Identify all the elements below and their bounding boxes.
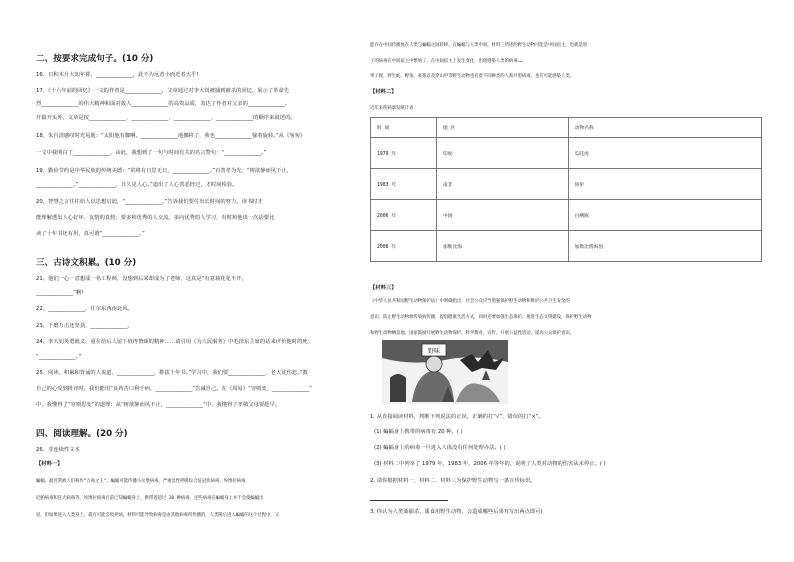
question-1: 1. 从直接阅读材料，判断下列说法的正误，正确的打“√”，错误的打“×”。 (370, 414, 544, 420)
table-cell: 印度 (436, 138, 568, 169)
material-1-label: 【材料一】 (36, 461, 63, 467)
material-2-label: 【材料二】 (370, 89, 397, 95)
table-cell: 1983 年 (371, 169, 437, 200)
wildlife-cartoon-illustration (382, 340, 508, 404)
question-17-line-1: 17、《十六年前的回忆》一文的作者是______________，文章通过对李大钊被捕到被杀的回忆，展示了革命先 (36, 88, 290, 94)
material-1-line-2: 尼帕病毒和狂犬病毒等，埃博拉病毒目前已知蝙蝠身上，携带着超过 20 种病毒，还些病毒在蝙蝠身上并不会使蝙蝠出 (36, 496, 264, 501)
section-3-title: 三、古诗文积累。(10 分) (36, 258, 137, 268)
question-24-line-2: “______________。” (36, 354, 82, 360)
table-cell: 2008 年 (371, 231, 437, 262)
question-21-line-1: 21、他们一心一意想成一名工程师，没想到后来却成为了老师，这真是“有意栽花花不开， (36, 276, 247, 282)
question-2: 2. 请你根据材料一、材料二、材料三为保护野生动物写一条宣传标语。 (370, 478, 536, 484)
header-cell: 时 间 (371, 118, 437, 138)
table-cell: 1979 年 (371, 138, 437, 169)
question-3: 3. 你认为人类滥捕杀、滥食用野生动物，会造成哪些后果?(写出两点即可) (370, 509, 543, 515)
question-19-line-2: ______________。”______________，日久见人心。”道出了人心善恶经过，才时间检验。 (36, 182, 238, 188)
table-cell: 2006 年 (371, 200, 437, 231)
table-cell: 白鳍豚 (568, 200, 761, 231)
answer-line (370, 500, 448, 501)
question-17-line-2: 烈______________的伟大精神和面对敌人______________的高贵品质，表达了作者对父亲的______________。 (36, 101, 291, 107)
material-1-line-3: 显，但如果进入人类身上，就有可能会致死病。材料可能导致病毒是由其他病毒所传播的，人类随后进入蝙蝠的这个过程中，又 (36, 513, 280, 518)
question-25-line-3: 中，我懂得了“穷则思变”的道理；从“树欲静而风不止，______________”中，我懂得了孝敬父母要趁早。 (36, 402, 281, 408)
table-title: 近年来疾病暴发统计表 (370, 106, 414, 111)
question-26: 26、非连续性文本 (36, 447, 80, 453)
material-3-line-3: 和野生动物栖息地。国家鼓励开展野生动物保护，科学教育、宣传，开展公益性活动，提高公众保护意识。 (370, 331, 575, 336)
cartoon-animal-silhouette (390, 374, 406, 402)
section-4-title: 四、阅读理解。(20 分) (36, 429, 128, 439)
table-row (371, 200, 762, 231)
question-18-line-2: 一文中我明白了______________，由此，我想到了一句与时间有关的名言警句：“______________。” (36, 150, 267, 156)
question-25-line-2: 自己的心受到批评时，我们能用“良药苦口利于病，______________”告诫自己。在《周易》“穷则变，______________” (36, 386, 312, 392)
table-cell: 加勒比海 (436, 231, 568, 262)
question-1-item-1: (1) 蝙蝠身上携带的病毒有 20 种。( ) (374, 429, 463, 435)
table-header-row (371, 118, 762, 138)
question-1-item-2: (2) 蝙蝠身上的病毒一旦进入人体没有任何处理办法。( ) (374, 445, 506, 451)
left-column (36, 0, 364, 562)
material-3-label: 【材料三】 (370, 285, 397, 291)
statistics-table (370, 117, 762, 262)
table-row (371, 231, 762, 262)
material-1-continued-line-2: 子的病毒在中间宿主中繁殖了，在中间宿主上发生变化，出现感染人类的病毒…… (370, 59, 523, 64)
question-22: 22、______________，任尔东西南北风。 (36, 306, 133, 312)
material-3-line-1: 《中华人民共和国野生动物保护法》中明确指出：社会公众应当增强保护野生动物和维护公共卫生安全的 (370, 299, 570, 304)
question-16: 16、日积木月大知年暮，______________，此不为远者小而近者大乎! (36, 72, 199, 78)
section-2-title: 二、按要求完成句子。(10 分) (36, 54, 154, 64)
header-cell: 地 区 (436, 118, 568, 138)
question-20-line-2: 能理解透出人心好坏、友情的真假；要多和优秀的人交流，多向优秀的人学习，有时和他谈一次话要比 (36, 215, 275, 221)
question-18-line-1: 18、朱自清感叹时光易逝：“太阳他有脚啊，______________地挪移了，我也______________躲着旋转。”从《匆匆》 (36, 133, 306, 139)
question-24-line-1: 24、李大钊英勇就义，重在给后人留下值得赞颂的精神……请引用《为人民服务》中毛泽东主席的话来评价他时的死： (36, 339, 313, 345)
table-cell: 瓜哇虎 (568, 138, 761, 169)
table-cell: 加勒比僧海豹 (568, 231, 761, 262)
table-cell: 斑驴 (568, 169, 761, 200)
material-1-continued-line-1: 能存在中间传播体在人类与蝙蝠之间转移。在蝙蝠与人类中间，材料三所述的野生动物可能是中间宿主，也就是原 (370, 43, 588, 48)
material-1-line-1: 蝙蝠，最近常被人们称作“万毒之王”。蝙蝠可能传播马尔堡病毒、严重急性呼吸综合征冠状病毒、埃博拉病毒、 (36, 479, 250, 484)
question-25-line-1: 25、阅读，积累和背诵的人说道，______________，鞋拔十年书。”学习中，我们要______________，老大徒伤悲。”教 (36, 370, 308, 376)
question-1-item-3: (3) 材料二中列举了 1979 年、1983 年、2006 年等年的，说明了人类对动物的伤害从未停止。( ) (374, 461, 606, 467)
table-row (371, 169, 762, 200)
question-23: 23、千磨万击还坚劲，______________。 (36, 323, 133, 329)
right-column (370, 0, 762, 562)
table-cell: 中国 (436, 200, 568, 231)
question-20-line-3: 读了十年书还有用，真可谓“______________。” (36, 231, 145, 237)
cartoon-sign-text: 野味 (427, 348, 441, 355)
cartoon-head (426, 356, 442, 372)
question-19-line-1: 19、勤俭节约是中华民族的传统美德：“常将有日思无日，______________。”百善孝为先：“树欲静而风不止， (36, 168, 292, 174)
material-1-continued-line-3: 果子狸、野生蛇、野兔、豪猪以及穿山甲等野生动物也有着不同种类的人畜共患病毒，也有可能感染人类。 (370, 74, 575, 79)
table-row (371, 138, 762, 169)
header-cell: 动物名称 (568, 118, 761, 138)
material-3-line-2: 意识，防止野生动物源传染病传播，提倡健康生活方式，同时还要加强生态保护，推进生态文明建设，保护野生动物 (370, 315, 592, 320)
question-20-line-1: 20、智慧之言往往给人以思想启迪，“______________。”告诉我们要付出长时间的努力，读书时才 (36, 199, 263, 205)
table-cell: 南非 (436, 169, 568, 200)
question-21-line-2: ______________”啊! (36, 290, 84, 296)
question-17-line-3: 开篇开头外，文章是按______________、______________、______________、______________的顺序来叙述的。 (36, 115, 296, 121)
